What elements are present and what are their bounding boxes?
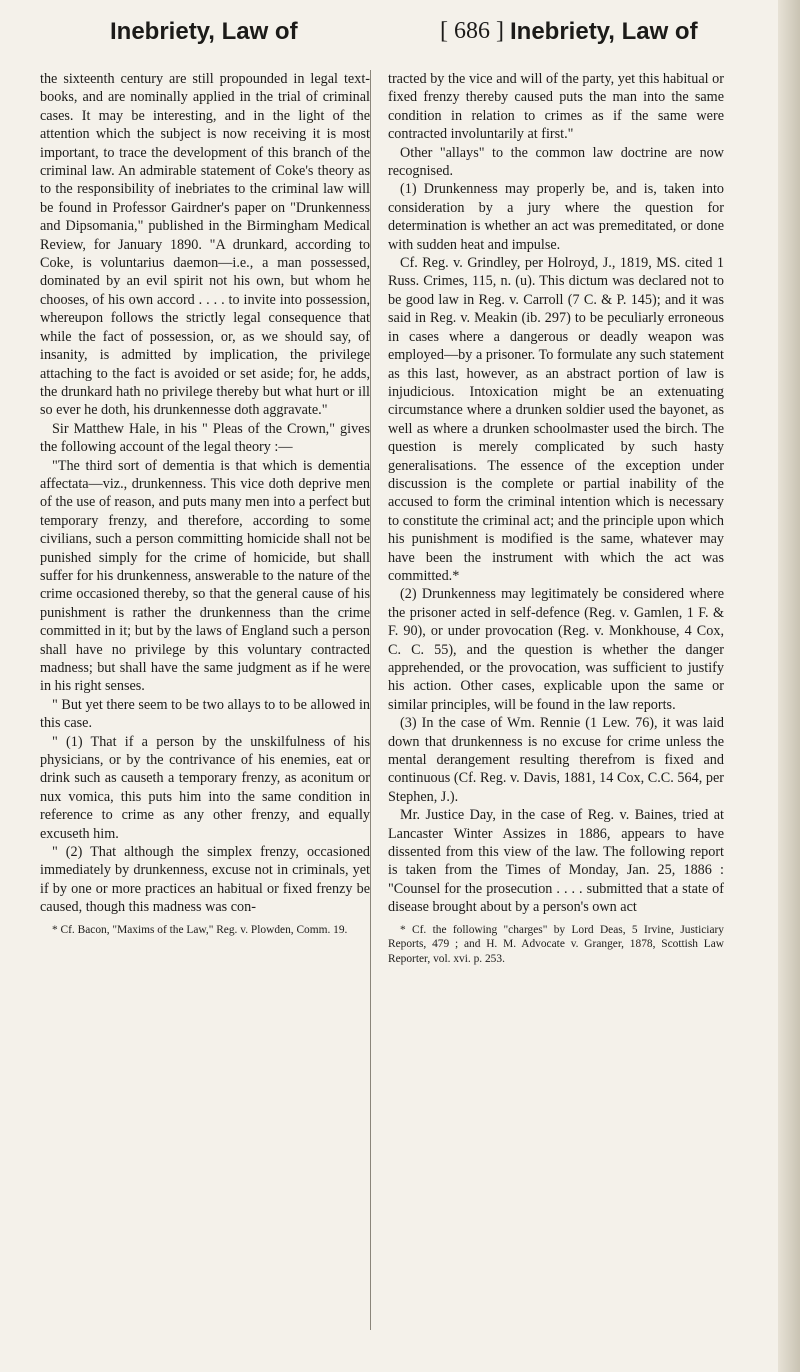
right-column bbox=[388, 70, 724, 1372]
header-left-title: Inebriety, Law of bbox=[110, 18, 298, 45]
running-header bbox=[110, 14, 740, 54]
paragraph: tracted by the vice and will of the party, yet this habitual or fixed frenzy thereby caused puts the man into the same condition in relation to crimes as if the same were contracted involuntarily at first." bbox=[388, 71, 724, 143]
paragraph: the sixteenth century are still propounded in legal text-books, and are nominally applied in the trial of criminal cases. It may be interesting, and in the light of the attention which the subject is now receiving it is most important, to trace the development of this branch of the criminal law. An admirable statement of Coke's theory as to the responsibility of inebriates to the criminal law will be found in Professor Gairdner's paper on "Drunkenness and Dipsomania," published in the Birmingham Medical Review, for January 1890. "A drunkard, according to Coke, is voluntarius daemon—i.e., a man possessed, dominated by an evil spirit not his own, but whom he chooses, of his own accord . . . . to invite into possession, whereupon follows the strictly legal consequence that while the fact of possession, or, as we should say, of insanity, is admitted by implication, the privilege attaching to the fact is avoided or set aside; for, he adds, the drunkard hath no privilege thereby but what hurt or ill so ever he doth, his drunkennesse doth aggravate." bbox=[40, 71, 370, 419]
paragraph: Mr. Justice Day, in the case of Reg. v. Baines, tried at Lancaster Winter Assizes in 1886, appears to have dissented from this view of the law. The following report is taken from the Times of Monday, Jan. 25, 1886 : "Counsel for the prosecution . . . . submitted that a state of disease brought about by a person's own act bbox=[388, 807, 724, 916]
paragraph: (3) In the case of Wm. Rennie (1 Lew. 76), it was laid down that drunkenness is no excuse for crime unless the mental derangement resulting therefrom is fixed and continuous (Cf. Reg. v. Davis, 1881, 14 Cox, C.C. 564, per Stephen, J.). bbox=[388, 715, 724, 805]
paragraph: " (1) That if a person by the unskilfulness of his physicians, or by the contrivance of his enemies, eat or drink such as causeth a temporary frenzy, as aconitum or nux vomica, this puts him into the same condition in reference to crime as any other frenzy, and equally excuseth him. bbox=[40, 733, 370, 842]
paragraph: " But yet there seem to be two allays to to be allowed in this case. bbox=[40, 696, 370, 732]
column-divider bbox=[370, 70, 371, 1330]
paragraph: Cf. Reg. v. Grindley, per Holroyd, J., 1819, MS. cited 1 Russ. Crimes, 115, n. (u). This dictum was declared not to be good law in Reg. v. Carroll (7 C. & P. 145); and it was said in Reg. v. Meakin (ib. 297) to be peculiarly erroneous in cases where a dangerous or deadly weapon was employed—by a prisoner. To formulate any such statement as this last, however, as an abstract portion of law is injudicious. Intoxication might be an extenuating circumstance where a drunken soldier used the bayonet, as well as where a drunken schoolmaster used the birch. The question is merely complicated by such hasty generalisations. The essence of the exception under discussion is the complete or partial inability of the accused to form the criminal intention which is necessary to constitute the criminal act; and the principle upon which his punishment is modified is the same, whatever may have been the instrument with which the act was committed.* bbox=[388, 255, 724, 584]
left-column bbox=[40, 70, 370, 1372]
paragraph: " (2) That although the simplex frenzy, occasioned immediately by drunkenness, excuse not in criminals, yet if by one or more practices an habitual or fixed frenzy be caused, though this madness was con- bbox=[40, 844, 370, 916]
page-number: [ 686 ] bbox=[440, 18, 504, 44]
footnote: * Cf. Bacon, "Maxims of the Law," Reg. v. Plowden, Comm. 19. bbox=[52, 923, 348, 936]
paragraph: "The third sort of dementia is that which is dementia affectata—viz., drunkenness. This vice doth deprive men of the use of reason, and puts many men into a perfect but temporary frenzy, and therefore, according to some civilians, such a person committing homicide shall not be punished simply for the crime of homicide, but shall suffer for his drunkenness, answerable to the nature of the crime occasioned thereby, so that the general cause of his punishment is rather the drunkenness than the crime committed in it; but by the laws of England such a person shall have no privilege by this voluntary contracted madness; but shall have the same judgment as if he were in his right senses. bbox=[40, 457, 370, 695]
paragraph: (1) Drunkenness may properly be, and is, taken into consideration by a jury where the question for determination is whether an act was premeditated, or done with sudden heat and impulse. bbox=[388, 181, 724, 253]
paragraph: (2) Drunkenness may legitimately be considered where the prisoner acted in self-defence (Reg. v. Gamlen, 1 F. & F. 90), or under provocation (Reg. v. Monkhouse, 4 Cox, C. C. 55), and the question is whether the danger apprehended, or the provocation, was sufficient to justify his action. Other cases, explicable upon the same or similar principles, will be found in the law reports. bbox=[388, 586, 724, 713]
footnote: * Cf. the following "charges" by Lord Deas, 5 Irvine, Justiciary Reports, 479 ; and H. M. Advocate v. Granger, 1878, Scottish Law Reporter, vol. xvi. p. 253. bbox=[388, 923, 724, 966]
paragraph: Other "allays" to the common law doctrine are now recognised. bbox=[388, 144, 724, 180]
header-right-title: Inebriety, Law of bbox=[510, 18, 698, 45]
paragraph: Sir Matthew Hale, in his " Pleas of the Crown," gives the following account of the legal theory :— bbox=[40, 420, 370, 456]
page-edge bbox=[778, 0, 800, 1372]
